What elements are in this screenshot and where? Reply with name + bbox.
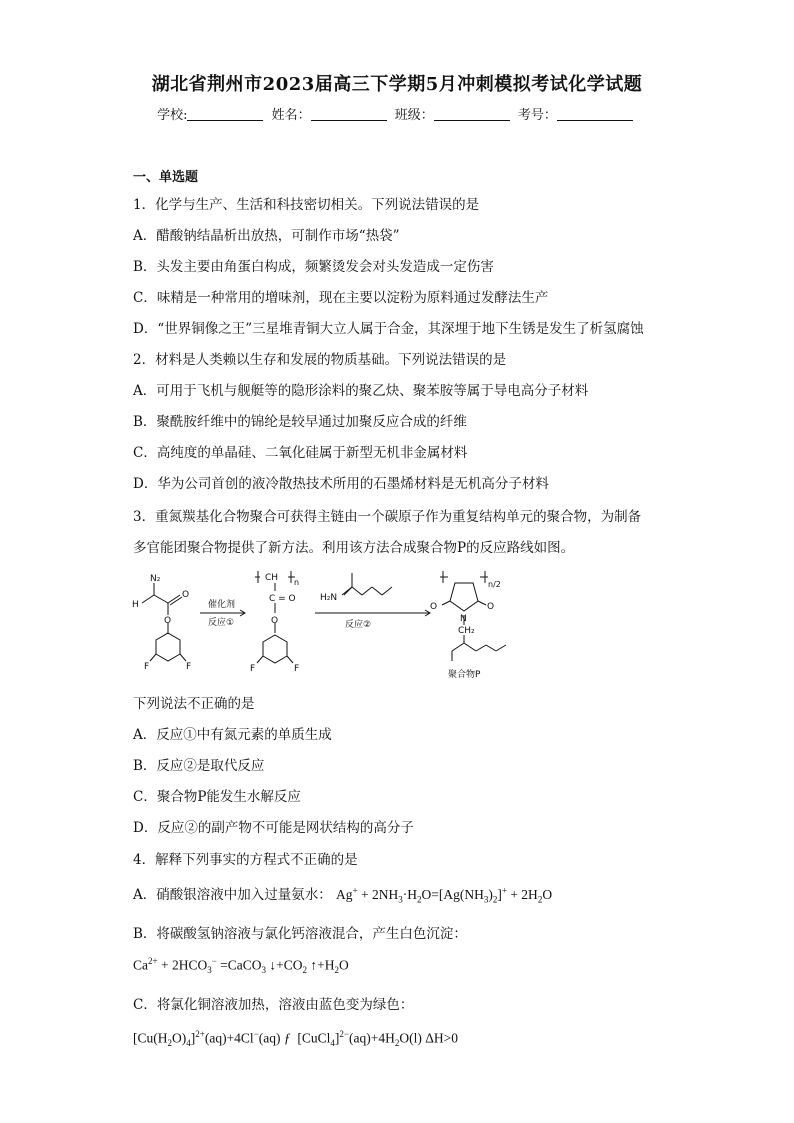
q3-stem-line1: 3．重氮羰基化合物聚合可获得主链由一个碳原子作为重复结构单元的聚合物，为制备	[133, 509, 642, 525]
q3-stem-line2: 多官能团聚合物提供了新方法。利用该方法合成聚合物P的反应路线如图。	[133, 540, 575, 556]
scheme-h2n: H₂N	[320, 593, 338, 603]
scheme-o-ester2: O	[271, 616, 279, 626]
q1-option-a[interactable]: A．醋酸钠结晶析出放热，可制作市场“热袋”	[133, 228, 400, 244]
number-blank[interactable]	[557, 108, 633, 121]
scheme-h: H	[132, 600, 139, 610]
q1-option-b[interactable]: B．头发主要由角蛋白构成，频繁烫发会对头发造成一定伤害	[133, 259, 494, 275]
q1-stem: 1．化学与生产、生活和科技密切相关。下列说法错误的是	[133, 197, 480, 213]
q4-option-b-equation: $Ca^{2+} + 2HCO_3^-$ =CaCO$_3$ $↓+CO_2$ $↑+H_2O$	[133, 956, 349, 976]
q3-option-c[interactable]: C．聚合物P能发生水解反应	[133, 789, 301, 805]
section-heading: 一、单选题	[133, 170, 199, 185]
q1-option-c[interactable]: C．味精是一种常用的增味剂，现在主要以淀粉为原料通过发酵法生产	[133, 290, 549, 306]
reaction-scheme-diagram	[130, 565, 550, 690]
scheme-o-carbonyl: O	[182, 590, 190, 600]
q3-option-d[interactable]: D．反应②的副产物不可能是网状结构的高分子	[133, 820, 414, 836]
scheme-n-half: n/2	[488, 580, 501, 589]
name-label: 姓名：	[271, 108, 311, 123]
scheme-f-left2: F	[250, 664, 256, 674]
scheme-nitrogen: N	[460, 614, 467, 624]
school-blank[interactable]	[187, 108, 263, 121]
q4-option-a[interactable]	[133, 883, 552, 905]
q3-option-b[interactable]: B．反应②是取代反应	[133, 758, 265, 774]
scheme-c-eq-o: C = O	[269, 594, 296, 604]
school-label: 学校:	[157, 108, 188, 123]
q2-option-d[interactable]: D．华为公司首创的液冷散热技术所用的石墨烯材料是无机高分子材料	[133, 476, 549, 492]
scheme-reaction1: 反应①	[208, 618, 235, 628]
name-blank[interactable]	[311, 108, 387, 121]
q4-option-a-text: A．硝酸银溶液中加入过量氨水：	[133, 887, 332, 903]
q3-option-a[interactable]: A．反应①中有氮元素的单质生成	[133, 727, 332, 743]
q4-stem: 4．解释下列事实的方程式不正确的是	[133, 852, 358, 868]
scheme-o-left: O	[430, 602, 438, 612]
q3-ask: 下列说法不正确的是	[133, 696, 255, 712]
q4-option-a-equation: $Ag^+ + 2NH_3\cdot H_2O=[Ag(NH_3)_2]^+ + 2H_2O$	[336, 885, 553, 905]
scheme-n: n	[294, 578, 300, 587]
q4-option-c-equation: $[Cu(H_2O)_4]^{2+}(aq)+4Cl^-(aq)$ ƒ $[CuCl_4]^{2-}(aq)+4H_2O(l)$ ΔH>0	[133, 1029, 458, 1049]
class-label: 班级：	[394, 108, 434, 123]
q2-option-b[interactable]: B．聚酰胺纤维中的锦纶是较早通过加聚反应合成的纤维	[133, 414, 467, 430]
scheme-f-right: F	[186, 662, 192, 672]
q1-option-d[interactable]: D．“世界铜像之王”三星堆青铜大立人属于合金，其深埋于地下生锈是发生了析氢腐蚀	[133, 321, 644, 337]
scheme-ch: CH	[265, 573, 279, 583]
scheme-catalyst: 催化剂	[208, 600, 236, 610]
q2-stem: 2．材料是人类赖以生存和发展的物质基础。下列说法错误的是	[133, 352, 507, 368]
q2-option-c[interactable]: C．高纯度的单晶硅、二氧化硅属于新型无机非金属材料	[133, 445, 468, 461]
scheme-polymer-label: 聚合物P	[448, 670, 481, 680]
scheme-f-right2: F	[294, 664, 300, 674]
student-info-line	[0, 104, 794, 123]
q4-option-b[interactable]: B．将碳酸氢钠溶液与氯化钙溶液混合，产生白色沉淀：	[133, 926, 467, 942]
scheme-o-ester: O	[164, 616, 172, 626]
page-title: 湖北省荆州市2023届高三下学期5月冲刺模拟考试化学试题	[151, 74, 643, 95]
number-label: 考号：	[517, 108, 557, 123]
q4-option-c[interactable]: C．将氯化铜溶液加热，溶液由蓝色变为绿色：	[133, 997, 414, 1013]
scheme-reaction2: 反应②	[345, 620, 372, 630]
scheme-n2: N₂	[150, 574, 161, 584]
scheme-f-left: F	[144, 662, 150, 672]
scheme-o-right: O	[487, 602, 495, 612]
class-blank[interactable]	[434, 108, 510, 121]
scheme-ch2: CH₂	[458, 626, 475, 636]
q2-option-a[interactable]: A．可用于飞机与舰艇等的隐形涂料的聚乙炔、聚苯胺等属于导电高分子材料	[133, 383, 589, 399]
